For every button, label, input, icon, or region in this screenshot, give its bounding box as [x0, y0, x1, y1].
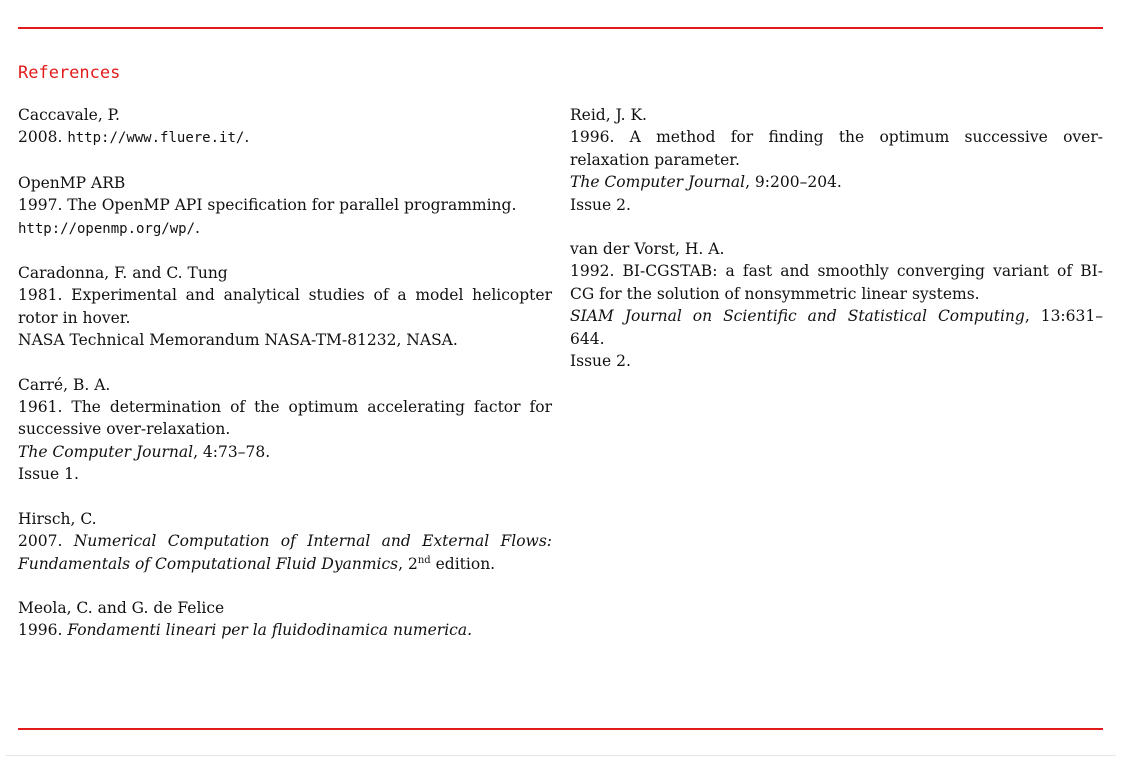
reference-journal-line: [18, 441, 552, 463]
reference-volume-pages: , 4:73–78.: [193, 442, 271, 461]
reference-publisher: NASA Technical Memorandum NASA-TM-81232, NASA.: [18, 331, 458, 350]
reference-title: 1997. The OpenMP API specification for parallel programming.: [18, 196, 517, 215]
reference-title-line: [18, 553, 552, 575]
reference-author: Caccavale, P.: [18, 106, 120, 124]
reference-url-link[interactable]: http://www.fluere.it/: [67, 130, 245, 147]
reference-book-title: Fondamenti lineari per la fluidodinamica numerica.: [67, 621, 473, 640]
reference-year: 1996.: [18, 621, 63, 640]
reference-book-title: Numerical Computation of Internal and External Flows:: [73, 532, 552, 551]
reference-title-line: 1981. Experimental and analytical studies of a model helicopter: [18, 286, 552, 305]
reference-title-line: 1996. A method for finding the optimum successive over-: [570, 128, 1103, 147]
reference-url-tail: .: [244, 128, 250, 147]
reference-title-line: [18, 530, 552, 552]
reference-entry-openmp: [18, 172, 552, 240]
reference-title-line: relaxation parameter.: [570, 150, 740, 169]
top-rule: [18, 27, 1103, 29]
reference-url-link[interactable]: http://openmp.org/wp/: [18, 220, 196, 237]
reference-volume-pages: , 13:631–: [1024, 307, 1103, 326]
reference-book-subtitle: Fundamentals of Computational Fluid Dyanmics: [18, 554, 399, 573]
reference-body: [18, 619, 552, 641]
references-left-column: [18, 104, 552, 664]
reference-year: 2008.: [18, 128, 63, 147]
reference-pages-continued: 644.: [570, 329, 605, 348]
bottom-rule: [18, 728, 1103, 730]
reference-entry-meola: [18, 597, 552, 642]
reference-year: 2007.: [18, 532, 63, 551]
reference-body: [18, 126, 552, 149]
reference-issue: Issue 1.: [18, 465, 79, 484]
section-title: References: [18, 63, 121, 83]
reference-entry-caccavale: [18, 104, 552, 150]
reference-entry-reid: [570, 104, 1103, 216]
reference-author: Hirsch, C.: [18, 509, 97, 528]
reference-volume-pages: , 9:200–204.: [745, 173, 842, 192]
reference-author: OpenMP ARB: [18, 173, 126, 192]
reference-title-line: 1992. BI-CGSTAB: a fast and smoothly converging variant of BI-: [570, 262, 1103, 281]
reference-title-line: CG for the solution of nonsymmetric linear systems.: [570, 284, 980, 303]
reference-edition-number: , 2: [398, 554, 418, 573]
reference-edition-tail: edition.: [430, 554, 496, 573]
reference-journal: The Computer Journal: [570, 173, 746, 192]
reference-entry-caradonna: [18, 262, 552, 352]
reference-entry-hirsch: [18, 508, 552, 575]
reference-issue: Issue 2.: [570, 352, 631, 371]
reference-author: Carré, B. A.: [18, 375, 111, 394]
reference-author: Caradonna, F. and C. Tung: [18, 264, 228, 283]
reference-title-line: rotor in hover.: [18, 308, 131, 327]
references-right-column: [570, 104, 1103, 394]
reference-body: [18, 217, 552, 240]
reference-url-tail: .: [195, 218, 200, 237]
reference-entry-carre: [18, 374, 552, 486]
page-edge-divider: [6, 755, 1116, 756]
reference-edition-superscript: nd: [417, 554, 431, 566]
reference-title-line: successive over-relaxation.: [18, 420, 231, 439]
reference-journal-line: [570, 305, 1103, 327]
reference-issue: Issue 2.: [570, 195, 631, 214]
reference-author: Reid, J. K.: [570, 106, 647, 124]
reference-journal-line: [570, 171, 1103, 193]
reference-entry-vandervorst: [570, 238, 1103, 372]
reference-journal: The Computer Journal: [18, 442, 194, 461]
reference-journal: SIAM Journal on Scientific and Statistical Computing: [570, 307, 1025, 326]
reference-author: Meola, C. and G. de Felice: [18, 598, 225, 617]
reference-title-line: 1961. The determination of the optimum accelerating factor for: [18, 398, 552, 417]
reference-author: van der Vorst, H. A.: [570, 240, 725, 259]
